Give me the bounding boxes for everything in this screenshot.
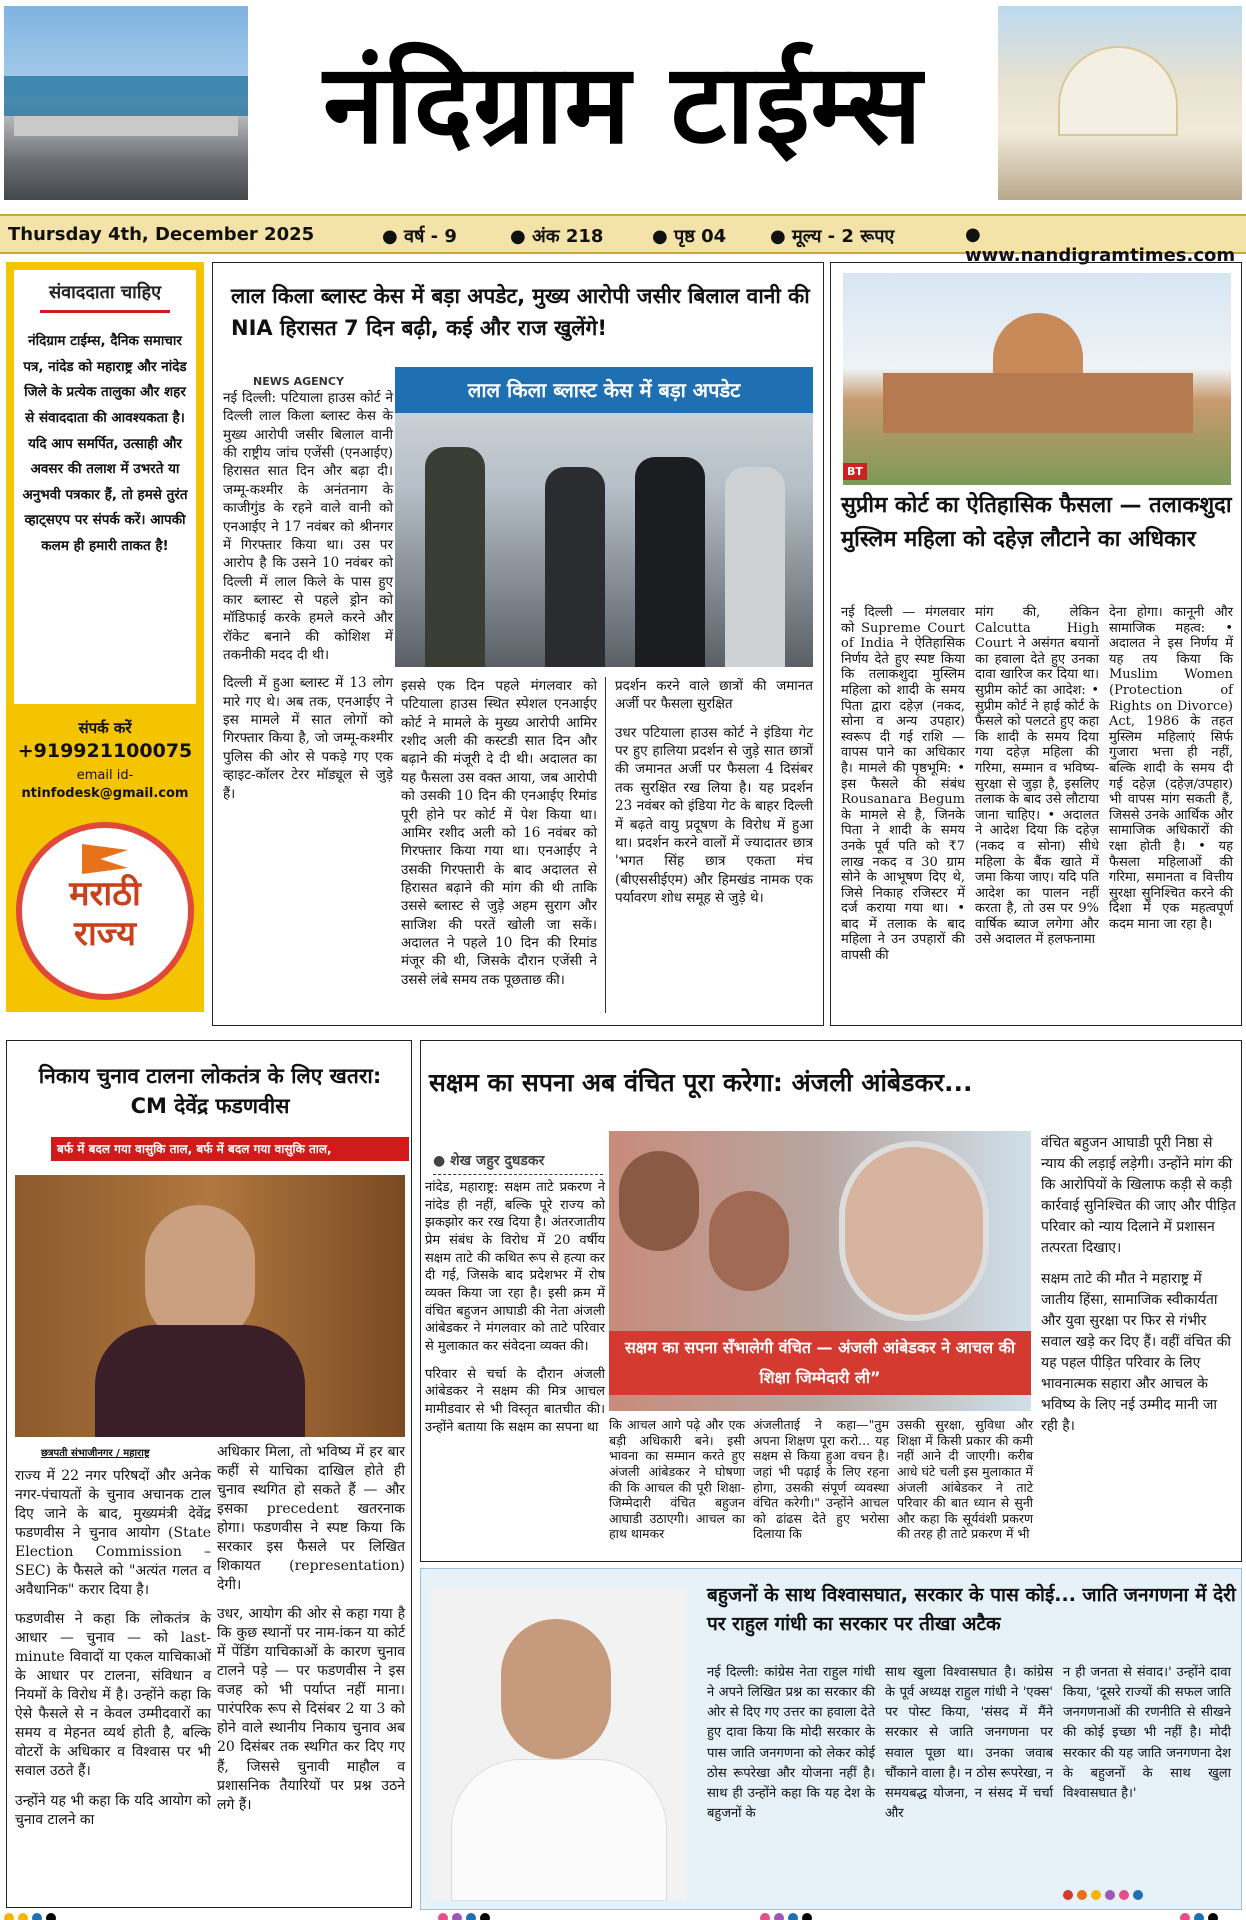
story4-col3: अंजलीताई ने कहा—"तुम अपना शिक्षण पूरा करो... यह सक्षम से किया हुआ वचन है। जहां भी पढ़ाई के लिए रहना होगा, उसकी संपूर्ण व्यवस्था वंचित करेगी।" उन्होंने आचल को ढांढस देते हुए भरोसा दिलाया कि xyxy=(753,1417,889,1542)
masthead-right-photo xyxy=(998,6,1242,200)
footer-dots-left xyxy=(4,1908,60,1920)
story1-col1: नई दिल्ली: पटियाला हाउस कोर्ट ने दिल्ली लाल किला ब्लास्ट केस के मुख्य आरोपी जसीर बिलाल वानी की राष्ट्रीय जांच एजेंसी (एनआईए) हिरासत सात दिन और बढ़ा दी। जम्मू-कश्मीर के अनंतनाग के काजीगुंड के रहने वाले वानी को एनआईए ने 17 नवंबर को श्रीनगर में गिरफ्तार किया था। उस पर आरोप है कि उसने 10 नवंबर को दिल्ली में लाल किले के पास हुए कार ब्लास्ट से पहले ड्रोन को मॉडिफाई करके हमले करने और रॉकेट बनाने की कोशिश में तकनीकी मदद दी थी। दिल्ली में हुआ ब्लास्ट में 13 लोग मारे गए थे। अब तक, एनआईए ने इस मामले में सात लोगों को गिरफ्तार किया है, जो जम्मू-कश्मीर पुलिस की ओर से पकड़े गए एक व्हाइट-कॉलर टेरर मॉड्यूल से जुड़े हैं। xyxy=(223,390,393,802)
story3-col2: अधिकार मिला, तो भविष्य में हर बार कहीं से याचिका दाखिल होते ही चुनाव स्थगित हो सकते हैं — और इसका precedent खतरनाक होगा। फडणवीस ने स्पष्ट किया कि सरकार इस फैसले पर लिखित शिकायत (representation) देगी। उधर, आयोग की ओर से कहा गया है कि कुछ स्थानों पर नाम-ांकन या कोर्ट में पेंडिंग याचिकाओं के कारण चुनाव टालने पड़े — पर फडणवीस ने इस वजह को भी पर्याप्त नहीं माना। पारंपरिक रूप से दिसंबर 2 या 3 को होने वाले स्थानीय निकाय चुनाव अब 20 दिसंबर तक स्थगित कर दिए गए हैं, जिससे चुनावी माहौल व प्रशासनिक तैयारियों पर प्रश्न उठने लगे हैं। xyxy=(217,1444,405,1813)
story1-photo xyxy=(395,367,813,667)
footer-dots-right xyxy=(1180,1908,1222,1920)
story1-col3: प्रदर्शन करने वाले छात्रों की जमानत अर्जी पर फैसला सुरक्षित उधर पटियाला हाउस कोर्ट ने इंडिया गेट पर हुए हालिया प्रदर्शन से जुड़े सात छात्रों की जमानत अर्जी पर फैसला 4 दिसंबर तक सुरक्षित रख लिया है। यह प्रदर्शन 23 नवंबर को इंडिया गेट के बाहर दिल्ली में बढ़ते वायु प्रदूषण के विरोध में हुआ था। प्रदर्शन करने वालों में ज्यादातर छात्र 'भगत सिंह छात्र एकता मंच (बीएससीईएम) और हिमखंड नामक एक पर्यावरण शोध समूह से जुड़े थे। xyxy=(615,678,813,906)
price: ● मूल्य - 2 रूपए xyxy=(770,226,895,247)
email-label: email id- xyxy=(76,768,134,783)
story3-col1: राज्य में 22 नगर परिषदों और अनेक नगर-पंचायतों के चुनाव अचानक टाल दिए जाने के बाद, मुख्यमंत्री देवेंद्र फडणवीस ने चुनाव आयोग (State Election Commission – SEC) के फैसले को "अत्यंत गलत व अवैधानिक" करार दिया है। फडणवीस ने कहा कि लोकतंत्र के आधार — चुनाव — को last-minute विवादों या एकल याचिकाओं के आधार पर टालना, संविधान व नियमों के विरोध में है। उन्होंने कहा कि ऐसे फैसले से न केवल उम्मीदवारों का समय व मेहनत व्यर्थ होती है, बल्कि वोटरों के अधिकार व विश्वास पर भी सवाल उठते हैं। उन्होंने यह भी कहा कि यदि आयोग को चुनाव टालने का xyxy=(15,1468,211,1828)
website-link[interactable]: ● www.nandigramtimes.com xyxy=(965,224,1236,266)
story4-col1: नांदेड, महाराष्ट्र: सक्षम ताटे प्रकरण ने नांदेड ही नहीं, बल्कि पूरे राज्य को झकझोर कर रख दिया है। अंतरजातीय प्रेम संबंध के विरोध में 20 वर्षीय सक्षम ताटे की कथित रूप से हत्या कर दी गई, जिसके बाद प्रदेशभर में रोष व्यक्त किया जा रहा है। इसी क्रम में वंचित बहुजन आघाडी की नेता अंजली आंबेडकर ने मंगलवार को ताटे परिवार से मुलाकात कर संवेदना व्यक्त की। परिवार से चर्चा के दौरान अंजली आंबेडकर ने सक्षम की मित्र आचल मामीडवार से भी विस्तृत बातचीत की। उन्होंने बताया कि सक्षम का सपना था xyxy=(425,1180,605,1435)
story-rahul-gandhi xyxy=(420,1568,1242,1910)
story4-right-col: वंचित बहुजन आघाडी पूरी निष्ठा से न्याय की लड़ाई लड़ेगी। उन्होंने मांग की कि आरोपियों के खिलाफ कड़ी से कड़ी कार्रवाई सुनिश्चित की जाए और पीड़ित परिवार को न्याय दिलाने में प्रशासन तत्परता दिखाए। सक्षम ताटे की मौत ने महाराष्ट्र में जातीय हिंसा, सामाजिक स्वीकार्यता और युवा सुरक्षा पर फिर से गंभीर सवाल खड़े कर दिए हैं। वहीं वंचित की यह पहल पीड़ित परिवार के लिए भावनात्मक सहारा और आचल के भविष्य के लिए नई उम्मीद मानी जा रही है। xyxy=(1041,1135,1236,1434)
contact-email[interactable]: ntinfodesk@gmail.com xyxy=(21,786,189,801)
story-red-fort xyxy=(212,262,824,1026)
footer-dots-mid1 xyxy=(438,1908,494,1920)
marathi-rajya-logo: मराठी राज्य xyxy=(16,822,194,1000)
story1-caption-bar: लाल किला ब्लास्ट केस में बड़ा अपडेट xyxy=(395,367,813,413)
sidebar-ad xyxy=(6,262,204,1012)
issue-date: Thursday 4th, December 2025 xyxy=(8,224,315,245)
story4-photo xyxy=(609,1131,1031,1411)
story2-photo xyxy=(843,273,1231,485)
story5-col3: न ही जनता से संवाद।' उन्होंने दावा किया, 'दूसरे राज्यों की सफल जाति जनगणनाओं की रणनीति से सीखने की कोई इच्छा भी नहीं है। मोदी सरकार की यह जाति जनगणना देश के बहुजनों के साथ खुला विश्वासघात है।' xyxy=(1063,1665,1231,1801)
story4-byline: ● शेख जहुर दुधडकर xyxy=(433,1151,603,1175)
story1-headline: लाल किला ब्लास्ट केस में बड़ा अपडेट, मुख्य आरोपी जसीर बिलाल वानी की NIA हिरासत 7 दिन बढ़ी, कई और राज खुलेंगे! xyxy=(231,284,810,340)
story-supreme-court xyxy=(830,262,1242,1026)
story5-col2: साथ खुला विश्वासघात है। कांग्रेस के पूर्व अध्यक्ष राहुल गांधी ने 'एक्स' पर पोस्ट किया, 'संसद में मैंने सरकार से जाति जनगणना पर सवाल पूछा था। उनका जवाब चौंकाने वाला है। न ठोस रूपरेखा, न समयबद्ध योजना, न संसद में चर्चा और xyxy=(885,1665,1053,1821)
story-anjali-ambedkar xyxy=(420,1040,1242,1562)
story3-headline: निकाय चुनाव टालना लोकतंत्र के लिए खतरा: CM देवेंद्र फडणवीस xyxy=(38,1064,382,1119)
logo-flag-icon xyxy=(82,844,128,874)
story4-headline: सक्षम का सपना अब वंचित पूरा करेगा: अंजली आंबेडकर... xyxy=(429,1068,973,1097)
story2-headline: सुप्रीम कोर्ट का ऐतिहासिक फैसला — तलाकशुदा मुस्लिम महिला को दहेज़ लौटाने का अधिकार xyxy=(841,493,1232,553)
page-number: ● पृष्ठ 04 xyxy=(652,226,727,247)
sidebar-heading: संवाददाता चाहिए xyxy=(40,280,170,313)
story4-col2: कि आचल आगे पढ़े और एक बड़ी अधिकारी बने। इसी भावना का सम्मान करते हुए अंजली आंबेडकर ने घोषणा की कि आचल की पूरी शिक्षा-जिम्मेदारी वंचित बहुजन आघाडी उठाएगी। आचल का हाथ थामकर xyxy=(609,1417,745,1542)
story3-photo xyxy=(15,1175,405,1437)
story2-col2: मांग की, लेकिन Calcutta High Court ने असंगत बयानों का हवाला देते हुए उनका दावा खारिज कर दिया था। सुप्रीम कोर्ट का आदेश: • सुप्रीम कोर्ट ने हाई कोर्ट के फैसले को पलटते हुए कहा कि शादी के समय दिया गया दहेज़ महिला की गरिमा, सम्मान व भविष्य-सुरक्षा से जुड़ा है, इसलिए तलाक के बाद उसे लौटाया जाना चाहिए। • अदालत ने आदेश दिया कि दहेज़ (नकद व सोना) सीधे महिला के बैंक खाते में जमा किया जाए। यदि पति आदेश का पालन नहीं करता है, तो उस पर 9% वार्षिक ब्याज लगेगा और उसे अदालत में हलफनामा xyxy=(975,605,1099,948)
story2-photo-tag: BT xyxy=(843,463,867,480)
story5-headline: बहुजनों के साथ विश्वासघात, सरकार के पास कोई... जाति जनगणना में देरी पर राहुल गांधी का सरकार पर तीखा अटैक xyxy=(707,1584,1236,1635)
contact-phone[interactable]: +919921100075 xyxy=(17,740,193,762)
story3-ticker: बर्फ में बदल गया वासुकि ताल, बर्फ में बदल गया वासुकि ताल, xyxy=(51,1137,409,1161)
issue-number: ● अंक 218 xyxy=(510,226,604,247)
story4-caption: सक्षम का सपना सँभालेगी वंचित — अंजली आंबेडकर ने आचल की शिक्षा जिम्मेदारी ली” xyxy=(609,1331,1031,1395)
contact-label: संपर्क करें xyxy=(78,719,132,737)
story5-dots xyxy=(1063,1885,1147,1904)
story2-col1: नई दिल्ली — मंगलवार को Supreme Court of India ने ऐतिहासिक निर्णय देते हुए स्पष्ट किया कि तलाकशुदा मुस्लिम महिला को शादी के समय पिता द्वारा दहेज़ (नकद, सोना व अन्य उपहार) स्वरूप दी गई राशि — वापस पाने का अधिकार है। मामले की पृष्ठभूमि: • इस फैसले की संबंध Rousanara Begum के मामले से है, जिनके पिता ने शादी के समय उनके पूर्व पति को ₹7 लाख नकद व 30 ग्राम सोने के आभूषण दिए थे, जिसे निकाह रजिस्टर में दर्ज कराया गया था। • बाद में तलाक के बाद महिला ने उन उपहारों की वापसी की xyxy=(841,605,965,964)
info-bar xyxy=(0,214,1246,266)
story5-col1: नई दिल्ली: कांग्रेस नेता राहुल गांधी ने अपने लिखित प्रश्न का सरकार की ओर से दिए गए उत्तर का हवाला देते हुए दावा किया कि मोदी सरकार के पास जाति जनगणना को लेकर कोई ठोस रूपरेखा और योजना नहीं है। साथ ही उन्होंने कहा कि यह देश के बहुजनों के xyxy=(707,1665,875,1821)
story3-dateline: छत्रपती संभाजीनगर / महाराष्ट्र xyxy=(41,1448,150,1459)
story2-col3: देना होगा। कानूनी और सामाजिक महत्व: • अदालत ने इस निर्णय में यह तय किया कि Muslim Women (Protection of Rights on Divorce) Act, 1986 के तहत मुस्लिम महिलाएं सिर्फ गुजारा भत्ता ही नहीं, बल्कि शादी के समय दी गई दहेज़ (दहेज़/उपहार) भी वापस मांग सकती हैं, जिससे उनके आर्थिक और सामाजिक अधिकारों की रक्षा होती है। • यह फैसला महिलाओं की गरिमा, समानता व वित्तीय सुरक्षा सुनिश्चित करने की दिशा में एक महत्वपूर्ण कदम माना जा रहा है। xyxy=(1109,605,1233,932)
story4-col4: उसकी सुरक्षा, सुविधा और शिक्षा में किसी प्रकार की कमी नहीं आने दी जाएगी। करीब आधे घंटे चली इस मुलाकात में अंजली आंबेडकर ने ताटे परिवार की बात ध्यान से सुनी और कहा कि सूर्यवंशी प्रकरण की तरह ही ताटे प्रकरण में भी xyxy=(897,1417,1033,1542)
story1-agency: NEWS AGENCY xyxy=(253,375,344,388)
story-fadnavis xyxy=(6,1040,412,1908)
sidebar-inner xyxy=(14,270,196,704)
masthead-left-photo xyxy=(4,6,248,200)
story5-photo xyxy=(431,1589,687,1901)
story1-col2: इससे एक दिन पहले मंगलवार को पटियाला हाउस स्थित स्पेशल एनआईए कोर्ट ने मामले के मुख्य आरोपी आमिर रशीद अली की कस्टडी सात दिन और बढ़ाने की मंजूरी दे दी थी। अदालत का यह फैसला उस वक्त आया, जब आरोपी को उसकी 10 दिन की एनआईए रिमांड पूरी होने पर कोर्ट में पेश किया था। आमिर रशीद अली को 16 नवंबर को गिरफ्तार किया गया था। एनआईए ने उसकी गिरफ्तारी के बाद अदालत से हिरासत बढ़ाने की मांग की थी ताकि उससे ब्लास्ट से जुड़े अहम सुराग और साजिश की परतें खोली जा सकें। अदालत ने पहले 10 दिन की रिमांड मंजूर की थी, जिसके दौरान एजेंसी ने उससे लंबे समय तक पूछताछ की। xyxy=(401,678,597,988)
sidebar-body: नंदिग्राम टाईम्स, दैनिक समाचार पत्र, नांदेड को महाराष्ट्र और नांदेड जिले के प्रत्येक तालुका और शहर से संवाददाता की आवश्यकता है। यदि आप समर्पित, उत्साही और अवसर की तलाश में उभरते या अनुभवी पत्रकार हैं, तो हमसे तुरंत व्हाट्सएप पर संपर्क करें। आपकी कलम ही हमारी ताकत है! xyxy=(22,333,188,555)
masthead-title: नंदिग्राम टाईम्स xyxy=(323,40,923,168)
year-label: ● वर्ष - 9 xyxy=(382,226,457,247)
footer-dots-mid2 xyxy=(760,1908,816,1920)
